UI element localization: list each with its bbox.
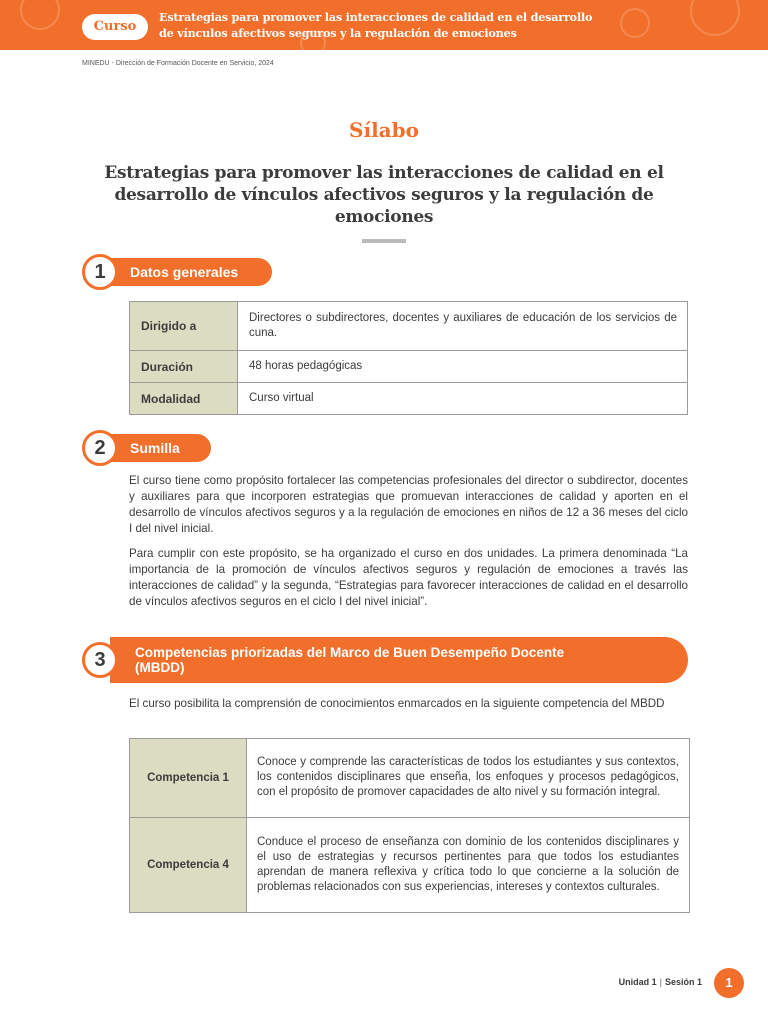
footer-unit-session xyxy=(619,977,702,987)
competencies-table xyxy=(129,738,690,913)
summary-paragraph: El curso tiene como propósito fortalecer las competencias profesionales del director o subdirector, docentes y auxiliares para que incorporen estrategias que promuevan interacciones de calidad y aporten en el desarrollo de vínculos afectivos seguros y a la regulación de emociones en niños de 12 a 36 meses del ciclo I del nivel inicial. xyxy=(129,474,688,535)
table-row xyxy=(130,383,688,415)
table-value: Directores o subdirectores, docentes y auxiliares de educación de los servicios de cuna. xyxy=(238,302,688,351)
summary-paragraph: Para cumplir con este propósito, se ha organizado el curso en dos unidades. La primera denominada “La importancia de la promoción de vínculos afectivos seguros y regulación de emociones a través las interacciones de calidad” y la segunda, “Estrategias para favorecer interacciones de calidad en el desarrollo de vínculos afectivos seguros en el ciclo I del nivel inicial”. xyxy=(129,547,688,608)
decorative-circle xyxy=(620,8,650,38)
table-row xyxy=(130,302,688,351)
title-divider xyxy=(362,239,406,243)
footer-unit: Unidad 1 xyxy=(618,977,657,987)
section-header-datos-generales xyxy=(82,254,282,290)
page-title-line: Estrategias para promover las interacciones de calidad en el xyxy=(104,163,664,183)
section-title-line: (MBDD) xyxy=(135,660,185,675)
course-title-line: Estrategias para promover las interacciones de calidad en el desarrollo xyxy=(159,10,593,24)
course-badge: Curso xyxy=(82,14,148,40)
section-title-line: Competencias priorizadas del Marco de Buen Desempeño Docente xyxy=(135,645,565,660)
section-title: Datos generales xyxy=(110,258,272,286)
section-number: 1 xyxy=(82,254,118,290)
header-banner xyxy=(0,0,768,50)
footer-session: Sesión 1 xyxy=(664,977,702,987)
table-row xyxy=(130,739,690,818)
general-data-table xyxy=(129,301,688,415)
table-label: Modalidad xyxy=(130,383,238,415)
decorative-circle xyxy=(20,0,60,30)
table-value: 48 horas pedagógicas xyxy=(238,351,688,383)
table-label: Duración xyxy=(130,351,238,383)
table-value: Conduce el proceso de enseñanza con dominio de los contenidos disciplinares y el uso de estrategias y recursos pertinentes para que todos los estudiantes aprendan de manera reflexiva y crítica todo lo que concierne a la solución de problemas relacionados con sus experiencias, intereses y contextos culturales. xyxy=(247,818,690,913)
table-value: Conoce y comprende las características de todos los estudiantes y sus contextos, los contenidos disciplinares que enseña, los enfoques y procesos pedagógicos, con el propósito de promover capacidades de alto nivel y su formación integral. xyxy=(247,739,690,818)
table-row xyxy=(130,818,690,913)
table-label: Competencia 4 xyxy=(130,818,247,913)
page-title-line: emociones xyxy=(334,207,434,227)
section-number: 2 xyxy=(82,430,118,466)
page-title xyxy=(80,162,688,228)
section-header-competencias xyxy=(82,637,688,683)
table-label: Competencia 1 xyxy=(130,739,247,818)
table-label: Dirigido a xyxy=(130,302,238,351)
course-title-line: de vínculos afectivos seguros y la regulación de emociones xyxy=(159,26,517,40)
table-value: Curso virtual xyxy=(238,383,688,415)
section-title xyxy=(110,637,688,683)
section-number: 3 xyxy=(82,642,118,678)
table-row xyxy=(130,351,688,383)
course-title xyxy=(159,9,599,41)
credit-line: MINEDU - Dirección de Formación Docente en Servicio, 2024 xyxy=(82,60,274,67)
decorative-circle xyxy=(690,0,740,36)
section-title: Sumilla xyxy=(110,434,211,462)
page-title-line: desarrollo de vínculos afectivos seguros y la regulación de xyxy=(114,185,654,205)
page-number: 1 xyxy=(714,968,744,998)
section-header-sumilla xyxy=(82,430,222,466)
competencies-intro: El curso posibilita la comprensión de conocimientos enmarcados en la siguiente competencia del MBDD xyxy=(129,697,665,710)
footer-separator: | xyxy=(659,977,662,987)
document-label: Sílabo xyxy=(349,118,419,142)
